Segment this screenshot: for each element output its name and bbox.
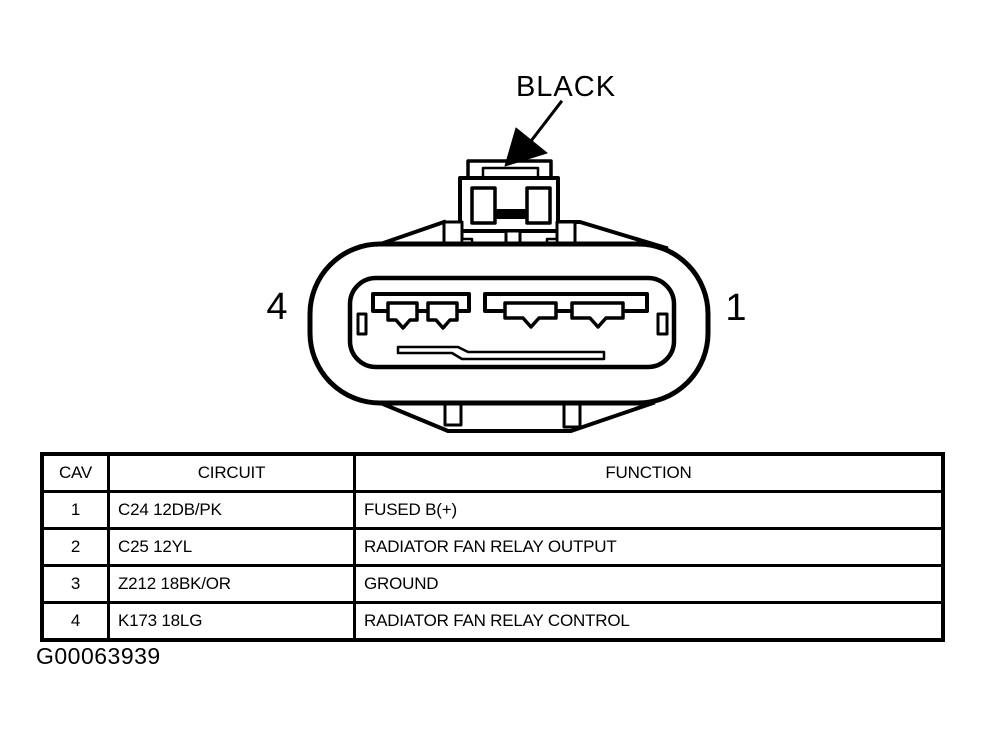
cav-cell: 4 [42, 603, 109, 641]
header-circuit: CIRCUIT [109, 454, 355, 492]
callout-arrow-line [531, 102, 561, 141]
index-slot-left [358, 314, 366, 334]
index-slot-right [658, 314, 667, 334]
function-cell: GROUND [355, 566, 944, 603]
function-cell: FUSED B(+) [355, 492, 944, 529]
cav-cell: 2 [42, 529, 109, 566]
latch-slot-left [472, 188, 495, 223]
pin-label-1: 1 [725, 287, 747, 329]
latch-slot-right [527, 188, 550, 223]
table-row [42, 566, 943, 603]
latch-center-bar [495, 209, 527, 219]
circuit-cell: C24 12DB/PK [109, 492, 355, 529]
function-cell: RADIATOR FAN RELAY OUTPUT [355, 529, 944, 566]
table-row [42, 492, 943, 529]
table-header-row [42, 454, 943, 492]
pin-label-4: 4 [266, 286, 288, 328]
pinout-table [40, 452, 945, 642]
connector-color-label: BLACK [515, 71, 617, 103]
cav-cell: 1 [42, 492, 109, 529]
header-function: FUNCTION [355, 454, 944, 492]
table-row [42, 529, 943, 566]
table-row [42, 603, 943, 641]
circuit-cell: Z212 18BK/OR [109, 566, 355, 603]
figure-id-caption: G00063939 [36, 643, 161, 669]
function-cell: RADIATOR FAN RELAY CONTROL [355, 603, 944, 641]
circuit-cell: C25 12YL [109, 529, 355, 566]
circuit-cell: K173 18LG [109, 603, 355, 641]
cav-cell: 3 [42, 566, 109, 603]
flange-edge-bottom [383, 403, 653, 431]
header-cav: CAV [42, 454, 109, 492]
